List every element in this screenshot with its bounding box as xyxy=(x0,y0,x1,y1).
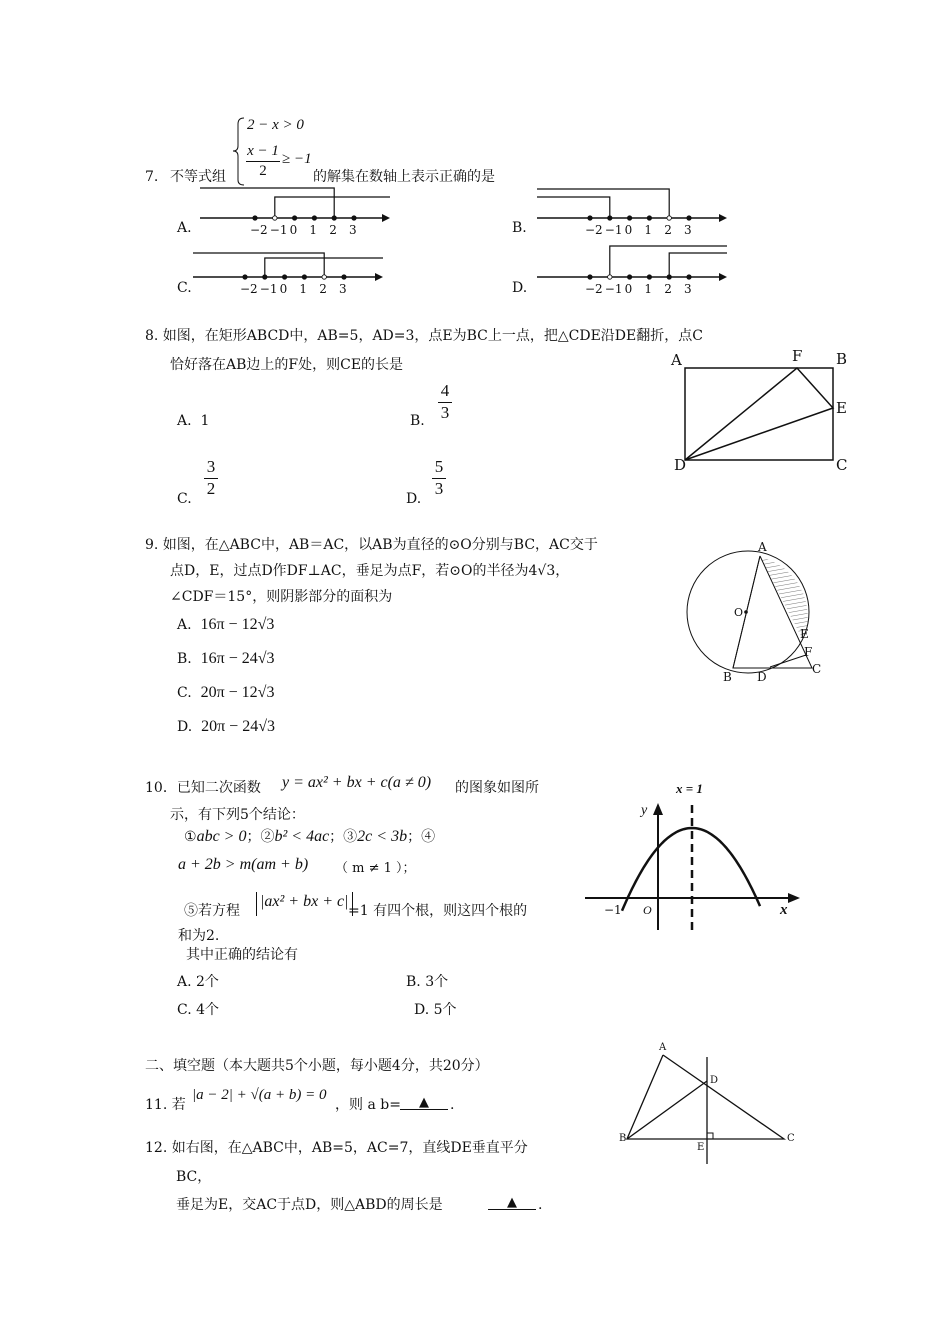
q7-tail: 的解集在数轴上表示正确的是 xyxy=(313,169,495,185)
q9-option-b: B. 16π − 24√3 xyxy=(177,650,275,667)
q10-line-2: 示，有下列5个结论： xyxy=(170,807,305,823)
q8-option-b-fraction: 4 3 xyxy=(438,382,452,422)
tick-label: 1 xyxy=(644,282,653,296)
tick-label: 3 xyxy=(349,223,357,237)
q9-label-o: O xyxy=(734,606,744,619)
numerator: x − 1 xyxy=(247,143,279,159)
tick-label: −1 xyxy=(604,223,623,237)
q8-line-2: 恰好落在AB边上的F处，则CE的长是 xyxy=(170,357,404,373)
q10-option-a: A. 2个 xyxy=(177,974,219,990)
q9-option-d: D. 20π − 24√3 xyxy=(177,718,275,735)
q8-option-b-label: B. xyxy=(410,413,425,429)
tick-label: −1 xyxy=(259,282,278,296)
q7-number: 7. xyxy=(145,169,159,185)
q10-x-axis-label: x xyxy=(780,902,788,918)
q10-conclusion-5-expr: |ax² + bx + c| xyxy=(256,892,353,916)
tick-label: −2 xyxy=(250,223,268,237)
q7-option-b-label: B. xyxy=(512,220,527,236)
tick-label: 3 xyxy=(684,282,692,296)
q11-tail: ，则 a b= xyxy=(335,1097,401,1113)
q8-option-c-fraction: 3 2 xyxy=(204,458,218,498)
q10-function: y = ax² + bx + c(a ≠ 0) xyxy=(282,774,432,791)
q10-conclusion-4-condition: （ m ≠ 1 ）； xyxy=(335,861,416,876)
q8-option-a: A. 1 xyxy=(177,413,210,429)
q12-label-e: E xyxy=(697,1142,705,1153)
q9-label-e: E xyxy=(800,627,809,641)
q8-option-d-fraction: 5 3 xyxy=(432,458,446,498)
q9-label-a: A xyxy=(758,540,767,554)
q10-conclusions-1-4: ①abc > 0；②b² < 4ac；③2c < 3b；④ xyxy=(184,828,436,845)
q10-conclusion-4-expr: a + 2b > m(am + b) xyxy=(178,856,309,873)
q9-label-f: F xyxy=(804,645,813,659)
q12-answer-blank[interactable]: ▲ xyxy=(488,1196,536,1210)
tick-label: 0 xyxy=(624,223,633,237)
q10-conclusion-5-lead: ⑤若方程 xyxy=(184,903,240,919)
q7-option-d-label: D. xyxy=(512,280,528,296)
tick-label: 3 xyxy=(684,223,692,237)
q8-label-b: B xyxy=(836,350,848,368)
tick-label: 0 xyxy=(289,223,298,237)
q7-inequality-2-relation: ≥ −1 xyxy=(282,151,312,167)
q9-line-3: ∠CDF＝15°，则阴影部分的面积为 xyxy=(170,589,393,605)
q11-lead: 11. 若 xyxy=(145,1097,186,1113)
tick-label: 0 xyxy=(624,282,633,296)
q7-option-a-label: A. xyxy=(177,220,192,236)
q9-line-2: 点D，E，过点D作DF⊥AC，垂足为点F，若⊙O的半径为4√3， xyxy=(170,563,570,579)
q10-conclusion-5-line-2: 和为2. xyxy=(178,928,220,944)
tick-label: −2 xyxy=(585,223,603,237)
tick-label: 1 xyxy=(644,223,653,237)
tick-label: 1 xyxy=(299,282,308,296)
q8-option-d-label: D. xyxy=(406,491,422,507)
q8-label-d: D xyxy=(674,456,687,474)
q12-line-3: 垂足为E，交AC于点D，则△ABD的周长是 xyxy=(176,1197,443,1213)
q10-y-axis-label: y xyxy=(641,803,648,818)
q11-end: . xyxy=(450,1097,455,1113)
tick-label: 2 xyxy=(664,223,672,237)
q8-label-a: A xyxy=(671,351,682,369)
q10-origin-label: O xyxy=(643,903,652,917)
q12-label-d: D xyxy=(710,1075,719,1086)
q12-line-1: 12. 如右图，在△ABC中，AB=5，AC=7，直线DE垂直平分 xyxy=(145,1140,528,1156)
tick-label: −1 xyxy=(604,282,623,296)
q10-option-b: B. 3个 xyxy=(406,974,449,990)
q8-label-c: C xyxy=(836,456,848,474)
denominator: 2 xyxy=(259,162,267,179)
tick-label: 2 xyxy=(664,282,672,296)
tick-label: 3 xyxy=(339,282,347,296)
q10-axis-of-symmetry-label: x = 1 xyxy=(676,781,703,796)
tick-label: −2 xyxy=(585,282,603,296)
q9-label-c: C xyxy=(812,662,822,676)
tick-label: 2 xyxy=(319,282,327,296)
tick-label: −1 xyxy=(269,223,288,237)
q7-lead: 不等式组 xyxy=(170,169,226,185)
q10-lead-tail: 的图象如图所 xyxy=(455,780,539,796)
q10-option-d: D. 5个 xyxy=(414,1002,457,1018)
q9-option-a: A. 16π − 12√3 xyxy=(177,616,275,633)
q8-label-e: E xyxy=(836,399,847,417)
tick-label: −2 xyxy=(240,282,258,296)
q10-lead: 10．已知二次函数 xyxy=(145,780,261,796)
q10-option-c: C. 4个 xyxy=(177,1002,220,1018)
q8-line-1: 8. 如图，在矩形ABCD中，AB=5，AD=3，点E为BC上一点，把△CDE沿DE翻折，点C xyxy=(145,328,703,344)
q12-label-a: A xyxy=(659,1042,667,1053)
q7-option-c-label: C. xyxy=(177,280,192,296)
q7-inequality-1: 2 − x > 0 xyxy=(247,117,304,133)
q10-question: 其中正确的结论有 xyxy=(186,947,298,963)
q10-conclusion-5-tail: =1 有四个根，则这四个根的 xyxy=(348,903,528,919)
q8-label-f: F xyxy=(792,347,803,365)
q8-option-c-label: C. xyxy=(177,491,192,507)
q12-end: . xyxy=(538,1197,543,1213)
q11-expression: |a − 2| + √(a + b) = 0 xyxy=(192,1087,327,1103)
tick-label: 1 xyxy=(309,223,318,237)
tick-label: 2 xyxy=(329,223,337,237)
tick-label: 0 xyxy=(279,282,288,296)
q9-label-b: B xyxy=(723,670,732,684)
section-2-heading: 二、填空题（本大题共5个小题，每小题4分，共20分） xyxy=(145,1058,489,1074)
q9-line-1: 9. 如图，在△ABC中，AB＝AC，以AB为直径的⊙O分别与BC，AC交于 xyxy=(145,537,598,553)
q10-minus-one-label: −1 xyxy=(604,903,622,917)
q9-label-d: D xyxy=(757,670,767,684)
q12-label-c: C xyxy=(787,1133,795,1144)
q12-line-2: BC， xyxy=(176,1169,212,1185)
q9-option-c: C. 20π − 12√3 xyxy=(177,684,275,701)
q12-label-b: B xyxy=(619,1133,627,1144)
q11-answer-blank[interactable]: ▲ xyxy=(400,1096,448,1110)
